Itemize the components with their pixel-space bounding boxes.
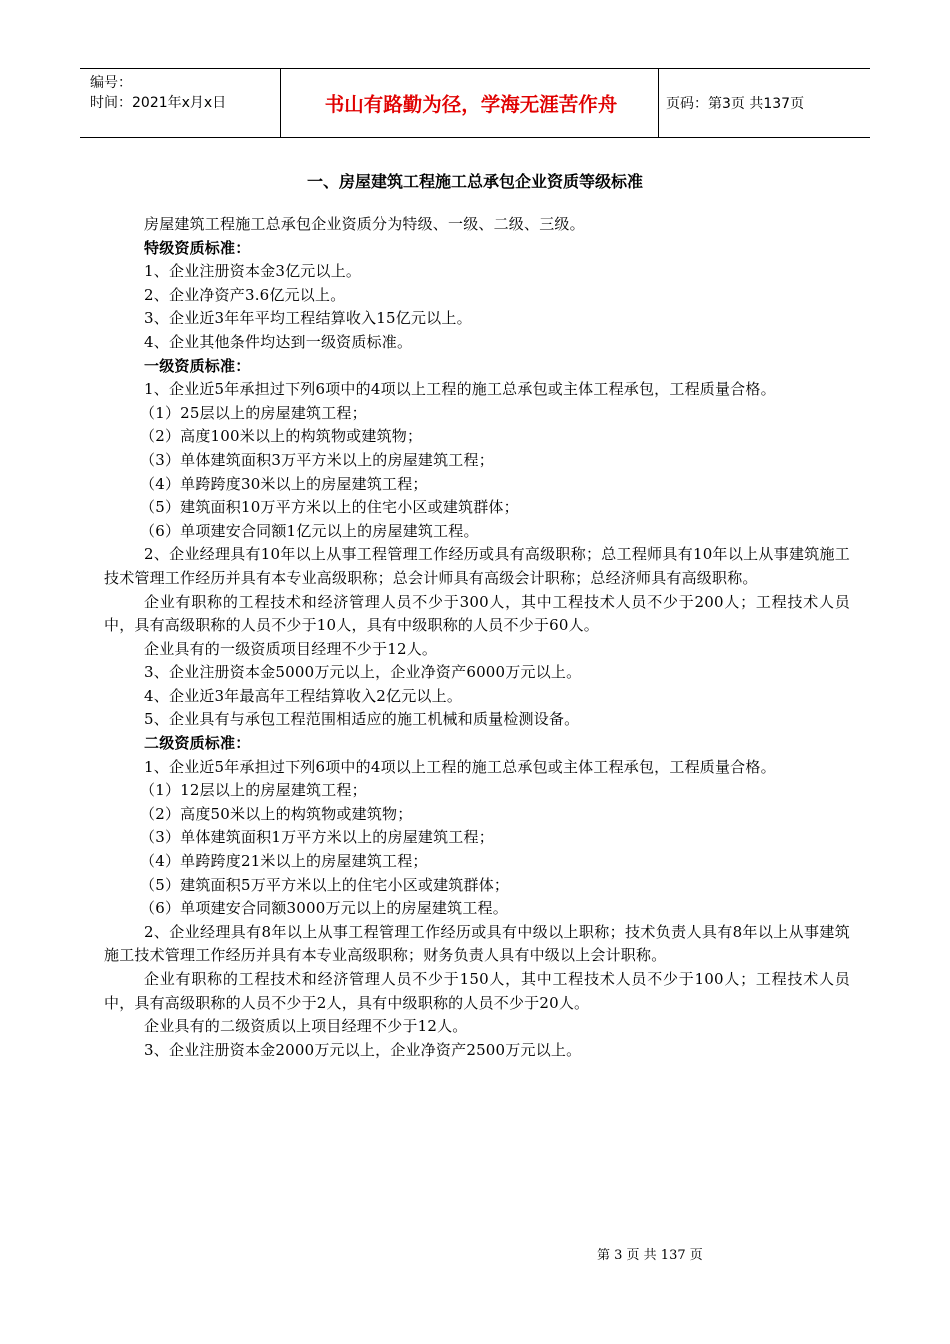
- special-item: 2、企业净资产3.6亿元以上。: [144, 285, 346, 304]
- header-divider: [280, 69, 281, 137]
- grade2-item1: 1、企业近5年承担过下列6项中的4项以上工程的施工总承包或主体工程承包，工程质量合格。: [144, 757, 776, 776]
- grade2-subitem: （2）高度50米以上的构筑物或建筑物；: [140, 804, 413, 823]
- grade1-subitem: （4）单跨跨度30米以上的房屋建筑工程；: [140, 474, 428, 493]
- grade1-subitem: （5）建筑面积10万平方米以上的住宅小区或建筑群体；: [140, 498, 519, 517]
- special-grade-heading: 特级资质标准：: [144, 238, 251, 257]
- grade1-staff: 企业有职称的工程技术和经济管理人员不少于300人，其中工程技术人员不少于200人；工程技术人员中，具有高级职称的人员不少于10人，具有中级职称的人员不少于60人。: [104, 592, 850, 635]
- grade1-subitem: （1）25层以上的房屋建筑工程；: [140, 403, 367, 422]
- grade2-subitem: （1）12层以上的房屋建筑工程；: [140, 781, 367, 800]
- grade2-subitem: （6）单项建安合同额3000万元以上的房屋建筑工程。: [140, 899, 508, 918]
- header-page-info: 页码：第3页 共137页: [666, 96, 805, 112]
- document-number-label: 编号：: [90, 75, 132, 91]
- special-item: 1、企业注册资本金3亿元以上。: [144, 262, 362, 281]
- grade1-subitem: （2）高度100米以上的构筑物或建筑物；: [140, 427, 423, 446]
- grade1-item5: 5、企业具有与承包工程范围相适应的施工机械和质量检测设备。: [144, 710, 580, 729]
- grade1-item2: 2、企业经理具有10年以上从事工程管理工作经历或具有高级职称；总工程师具有10年以上从事建筑施工技术管理工作经历并具有本专业高级职称；总会计师具有高级会计职称；总经济师具有高级职称。: [104, 545, 850, 587]
- grade2-project-managers: 企业具有的二级资质以上项目经理不少于12人。: [144, 1017, 468, 1036]
- grade1-item3: 3、企业注册资本金5000万元以上，企业净资产6000万元以上。: [144, 663, 582, 682]
- grade2-subitem: （4）单跨跨度21米以上的房屋建筑工程；: [140, 852, 428, 871]
- grade1-item1: 1、企业近5年承担过下列6项中的4项以上工程的施工总承包或主体工程承包，工程质量合格。: [144, 380, 776, 399]
- header-divider: [658, 69, 659, 137]
- intro-paragraph: 房屋建筑工程施工总承包企业资质分为特级、一级、二级、三级。: [144, 215, 585, 233]
- page-header: [80, 68, 870, 138]
- grade1-subitem: （3）单体建筑面积3万平方米以上的房屋建筑工程；: [140, 450, 494, 469]
- document-body: [104, 213, 850, 1062]
- page-footer: 第 3 页 共 137 页: [597, 1248, 703, 1263]
- grade2-subitem: （5）建筑面积5万平方米以上的住宅小区或建筑群体；: [140, 875, 510, 894]
- grade2-staff: 企业有职称的工程技术和经济管理人员不少于150人，其中工程技术人员不少于100人；工程技术人员中，具有高级职称的人员不少于2人，具有中级职称的人员不少于20人。: [104, 970, 850, 1012]
- grade2-item2: 2、企业经理具有8年以上从事工程管理工作经历或具有中级以上职称；技术负责人具有8年以上从事建筑施工技术管理工作经历并具有本专业高级职称；财务负责人具有中级以上会计职称。: [104, 922, 850, 965]
- header-motto: 书山有路勤为径，学海无涯苦作舟: [324, 93, 618, 116]
- grade1-item4: 4、企业近3年最高年工程结算收入2亿元以上。: [144, 686, 463, 705]
- special-item: 3、企业近3年年平均工程结算收入15亿元以上。: [144, 309, 472, 328]
- grade1-heading: 一级资质标准：: [144, 356, 251, 375]
- grade2-item3: 3、企业注册资本金2000万元以上，企业净资产2500万元以上。: [144, 1040, 582, 1059]
- grade1-subitem: （6）单项建安合同额1亿元以上的房屋建筑工程。: [140, 521, 479, 540]
- special-item: 4、企业其他条件均达到一级资质标准。: [144, 332, 413, 351]
- document-date: 时间：2021年x月x日: [90, 95, 227, 111]
- header-meta: [90, 73, 280, 113]
- grade2-subitem: （3）单体建筑面积1万平方米以上的房屋建筑工程；: [140, 828, 494, 847]
- section-title: 一、房屋建筑工程施工总承包企业资质等级标准: [306, 172, 643, 191]
- grade2-heading: 二级资质标准：: [144, 734, 251, 753]
- grade1-project-managers: 企业具有的一级资质项目经理不少于12人。: [144, 639, 438, 658]
